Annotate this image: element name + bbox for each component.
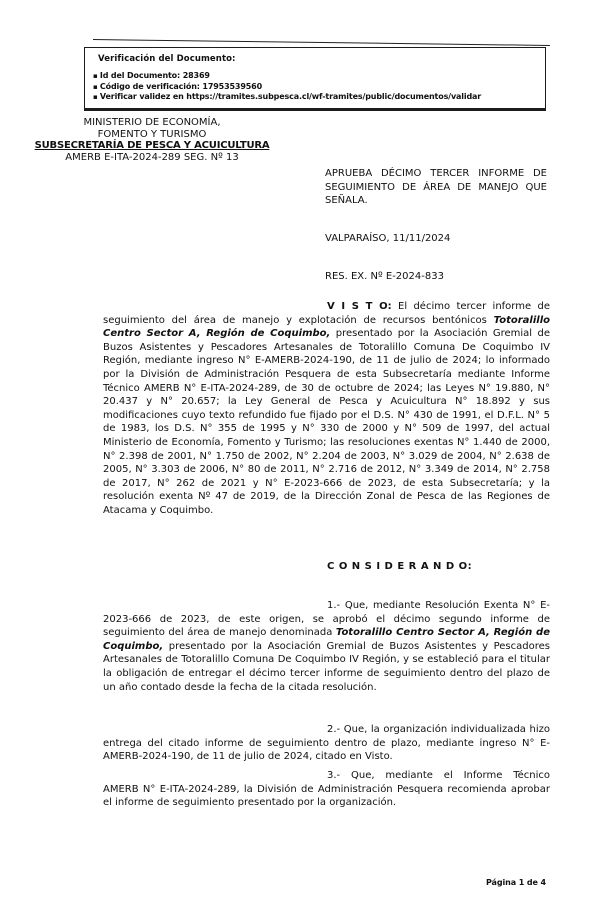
resolution-number: RES. EX. Nº E-2024-833 [325, 271, 444, 282]
considerando-paragraph-3: 3.- Que, mediante el Informe Técnico AMERB N° E-ITA-2024-289, la División de Administración Pesquera recomienda aprobar el informe de seguimiento presentado por la organización. [103, 770, 550, 809]
verification-item-code: ▪ Código de verificación: 17953539560 [93, 82, 545, 93]
considerando-paragraph-1: 1.- Que, mediante Resolución Exenta N° E-2023-666 de 2023, de este origen, se aprobó el décimo segundo informe de seguimiento del área de manejo denominada Totoralillo Centro Sector A, Región de Coquimbo, presentado por la Asociación Gremial de Buzos Asistentes y Pescadores Artesanales de Totoralillo Comuna De Coquimbo IV Región, y se estableció para el titular la obligación de entregar el décimo tercer informe de seguimiento dentro del plazo de un año contado desde la fecha de la citada resolución. [103, 600, 550, 693]
ministry-line-1: MINISTERIO DE ECONOMÍA, [83, 117, 221, 128]
verification-box-title: Verificación del Documento: [98, 54, 236, 64]
letterhead [0, 117, 304, 163]
subsecretaria-line: SUBSECRETARÍA DE PESCA Y ACUICULTURA [34, 140, 270, 152]
considerando-paragraph-2: 2.- Que, la organización individualizada hizo entrega del citado informe de seguimiento dentro de plazo, mediante ingreso N° E-AMERB-2024-190, de 11 de julio de 2024, citado en Visto. [103, 724, 550, 763]
verification-box [84, 47, 546, 111]
subject-title: APRUEBA DÉCIMO TERCER INFORME DE SEGUIMIENTO DE ÁREA DE MANEJO QUE SEÑALA. [325, 168, 547, 206]
amerb-reference: AMERB E-ITA-2024-289 SEG. Nº 13 [65, 151, 239, 163]
considerando-heading: C O N S I D E R A N D O: [327, 561, 473, 572]
verification-list [93, 71, 545, 103]
ministry-line-2: FOMENTO Y TURISMO [97, 128, 207, 140]
verification-item-document-id: ▪ Id del Documento: 28369 [93, 71, 545, 82]
top-rule-line [93, 39, 550, 46]
verification-item-validation-url: ▪ Verificar validez en https://tramites.subpesca.cl/wf-tramites/public/documentos/validar [93, 92, 545, 103]
visto-paragraph: V I S T O: El décimo tercer informe de seguimiento del área de manejo y explotación de recursos bentónicos Totoralillo Centro Sector A, Región de Coquimbo, presentado por la Asociación Gremial de Buzos Asistentes y Pescadores Artesanales de Totoralillo Comuna De Coquimbo IV Región, mediante ingreso N° E-AMERB-2024-190, de 11 de julio de 2024; lo informado por la División de Administración Pesquera de esta Subsecretaría mediante Informe Técnico AMERB N° E-ITA-2024-289, de 30 de octubre de 2024; las Leyes N° 19.880, N° 20.437 y N° 20.657; la Ley General de Pesca y Acuicultura N° 18.892 y sus modificaciones cuyo texto refundido fue fijado por el D.S. N° 430 de 1991, el D.F.L. N° 5 de 1983, los D.S. N° 355 de 1995 y N° 330 de 2000 y N° 509 de 1997, del actual Ministerio de Economía, Fomento y Turismo; las resoluciones exentas N° 1.440 de 2000, N° 2.398 de 2001, N° 1.750 de 2002, N° 2.204 de 2003, N° 3.029 de 2004, N° 2.638 de 2005, N° 3.303 de 2006, N° 80 de 2011, N° 2.716 de 2012, N° 3.349 de 2014, N° 2.758 de 2017, N° 262 de 2021 y N° E-2023-666 de 2023, de esta Subsecretaría; y la resolución exenta Nº 47 de 2019, de la Dirección Zonal de Pesca de las Regiones de Atacama y Coquimbo. [103, 301, 551, 516]
page-number: Página 1 de 4 [486, 878, 546, 887]
place-date: VALPARAÍSO, 11/11/2024 [325, 233, 451, 244]
